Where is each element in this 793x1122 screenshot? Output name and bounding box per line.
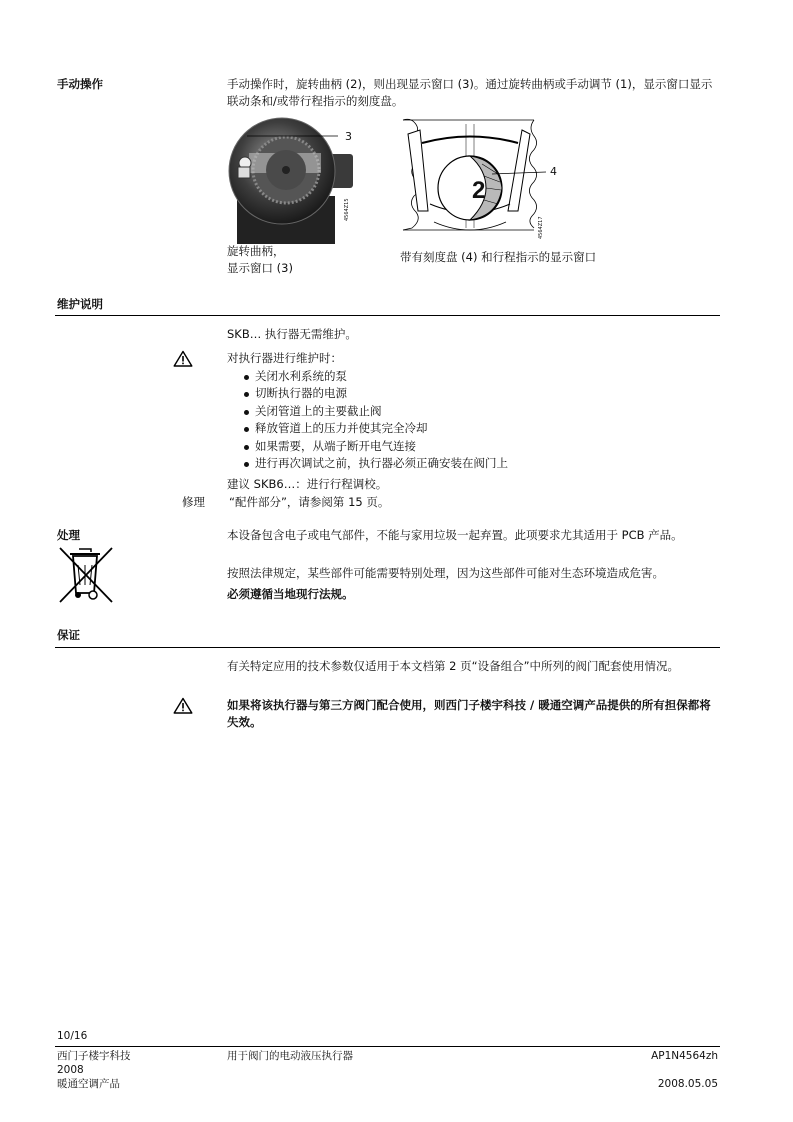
maintenance-list [227, 368, 715, 472]
dial-number: 2 [472, 177, 486, 204]
section-heading-manual: 手动操作 [57, 77, 103, 91]
figure-caption-1-line1: 旋转曲柄， [227, 244, 285, 258]
section-heading-disposal: 处理 [57, 528, 80, 542]
section-heading-warranty: 保证 [57, 628, 80, 642]
figure-caption-1-line2: 显示窗口 (3) [227, 261, 293, 275]
footer-doc-title: 用于阀门的电动液压执行器 [227, 1050, 353, 1062]
warning-icon [173, 697, 193, 714]
list-item: 进行再次调试之前，执行器必须正确安装在阀门上 [227, 455, 715, 472]
disposal-p1: 本设备包含电子或电气部件，不能与家用垃圾一起弃置。此项要求尤其适用于 PCB 产品。 [227, 528, 683, 542]
divider [55, 315, 720, 316]
list-item: 如果需要，从端子断开电气连接 [227, 438, 715, 455]
page-number: 10/16 [57, 1030, 88, 1042]
weee-bin-icon [57, 545, 115, 605]
figure-code-2: 4564Z17 [538, 216, 544, 239]
manual-text: 手动操作时，旋转曲柄 (2)，则出现显示窗口 (3)。通过旋转曲柄或手动调节 (1)，显示窗口显示联动条和/或带行程指示的刻度盘。 [227, 77, 713, 108]
callout-3: 3 [345, 130, 352, 143]
list-item: 关闭管道上的主要截止阀 [227, 403, 715, 420]
footer-division: 暖通空调产品 [57, 1078, 120, 1090]
disposal-p2: 按照法律规定，某些部件可能需要特别处理，因为这些部件可能对生态环境造成危害。 [227, 566, 664, 580]
maintenance-lead: 对执行器进行维护时： [227, 351, 342, 365]
maintenance-recommend: 建议 SKB6…：进行行程调校。 [227, 477, 388, 491]
callout-4: 4 [550, 165, 557, 178]
footer-doc-id: AP1N4564zh [651, 1050, 718, 1062]
warranty-warning: 如果将该执行器与第三方阀门配合使用，则西门子楼宇科技 / 暖通空调产品提供的所有担保都将失效。 [227, 698, 711, 729]
list-item: 释放管道上的压力并使其完全冷却 [227, 420, 715, 437]
disposal-p3: 必须遵循当地现行法规。 [227, 587, 354, 601]
footer-company: 西门子楼宇科技 [57, 1050, 131, 1062]
crank-figure [225, 114, 355, 244]
footer-date: 2008.05.05 [657, 1078, 718, 1090]
footer-divider [55, 1046, 720, 1047]
figure-code-1: 4564Z15 [344, 198, 350, 221]
list-item: 切断执行器的电源 [227, 385, 715, 402]
repair-text: “配件部分”，请参阅第 15 页。 [229, 495, 390, 509]
maintenance-intro: SKB… 执行器无需维护。 [227, 327, 357, 341]
warning-icon [173, 350, 193, 367]
repair-label: 修理 [182, 495, 205, 509]
warranty-p1: 有关特定应用的技术参数仅适用于本文档第 2 页“设备组合”中所列的阀门配套使用情况。 [227, 659, 680, 673]
divider [55, 647, 720, 648]
figure-caption-2: 带有刻度盘 (4) 和行程指示的显示窗口 [400, 250, 597, 264]
footer-year: 2008 [57, 1064, 84, 1076]
section-heading-maintenance: 维护说明 [57, 297, 103, 311]
display-window-figure [400, 116, 570, 244]
list-item: 关闭水利系统的泵 [227, 368, 715, 385]
